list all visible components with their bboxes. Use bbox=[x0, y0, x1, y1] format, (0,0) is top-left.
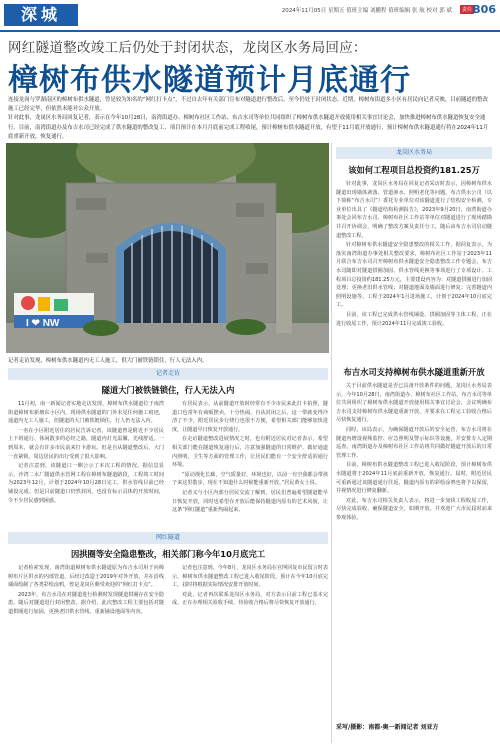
section-body bbox=[8, 564, 328, 742]
body-paragraph: 记者又与小区内部分居民交流了解到，居民们普遍希望隧道能早日恢复开放，同时也希望在开放后能保持隧道内原有的艺术风貌，让这条“网红隧道”重新热闹起来。 bbox=[172, 489, 328, 514]
header-rule bbox=[0, 30, 500, 32]
section-title: 因拱圈等安全隐患整改，相关部门称今年10月底完工 bbox=[70, 549, 266, 559]
section-body bbox=[8, 400, 328, 528]
ribbon-label: 网红隧道 bbox=[155, 534, 180, 541]
body-paragraph: 针对此事，龙岗区水务局在回复记者采访时表示，因樟树布供水隧道出现墙体剥落、管道渗水、照明老化等问题，布吉供水公司（以下简称“布吉水司”）委托专业单位对该隧道进行了结构安全检测，专业单位出具了《隧道结构检测报告》，2023年9月20日，南湾街道办事处会同布吉水司、樟树布社区工作站等单位对隧道进行了现场踏勘并召开协调会，明确了整改方案及责任分工，随后由布吉水司启动隧道整改工程。 bbox=[336, 181, 492, 239]
byline: 采写/摄影：南都·奥一新闻记者 刘亚方 bbox=[336, 724, 439, 731]
section-ribbon bbox=[336, 147, 492, 159]
body-paragraph: 目前，该工程已完成供水管线铺设、拱圈加固等主体工程，正在进行收尾工作，预计2024年11月完成竣工验收。 bbox=[336, 311, 492, 327]
body-paragraph: 11月初，南一新闻记者实地走访发现，樟树布供水隧道位于南湾街道樟树布新塘东小区内，现场供水隧道的门外未见任何施工痕迹，通道内无工人施工，但隧道的大门被铁链锁住，行人仍无法入内。 bbox=[8, 401, 164, 425]
page-header bbox=[0, 0, 500, 30]
body-paragraph: 有居民表示，从前隧道开放时经常有不少市民来此打卡拍照，隧道口也常年有商贩摆卖，十分热闹。自从封闭之后，这一带就变得冷清了不少，附近居民步行绕行也很不方便，希望相关部门能够加快进度，让隧道早日恢复开放通行。 bbox=[172, 401, 328, 433]
article-lead bbox=[8, 96, 492, 142]
section-ribbon bbox=[8, 368, 328, 380]
body-paragraph: 目前，樟树布供水隧道整改工程已进入收尾阶段，预计樟树布供水隧道将于2024年11月底前重新开放，恢复通行。届时，附近居民可重新通过该隧道通行往返，隧道内原有的彩绘涂鸦也将予以保留，并视情况进行修复翻新。 bbox=[336, 462, 492, 495]
section-body bbox=[336, 382, 492, 718]
article-subhead: 网红隧道整改竣工后仍处于封闭状态，龙岗区水务局回应： bbox=[8, 40, 367, 56]
photo-sign-text: I ❤ NW bbox=[26, 318, 60, 329]
body-paragraph: 对此，布吉水司相关负责人表示，将进一步加快工程收尾工作，尽快完成验收，确保隧道安全、如期开放，并欢迎广大市民届时前来参观体验。 bbox=[336, 497, 492, 521]
body-paragraph: 一名在小区附近居住的居民告诉记者，该隧道曾是附近不少居民上下班通行、休闲散步的必经之路，隧道内灯光温馨，光线舒适。一到周末，就会有许多市民前来打卡游玩。但是自从隧道整改后，大门一直紧锁，周边居民的出行受到了很大影响。 bbox=[8, 427, 164, 460]
section-title: 该如何工程项目总投资约181.25万 bbox=[348, 165, 480, 175]
article-headline: 樟树布供水隧道预计月底通行 bbox=[8, 63, 411, 98]
photo-caption: 记者走访发现，樟树布供水隧道内无工人施工，供大门被铁链锁住，行人无法入内。 bbox=[8, 358, 208, 364]
lead-paragraph: 连接龙岗与罗湖南区的樟树布供水隧道，曾是较为知名的“网红打卡点”，不过自去年有关部门宣布对隧道进行整改后，至今仍处于封闭状态。近期，樟树布街道多小区有居民向记者反映，目前隧道的整改施工已经完毕，但依然未能对公众开放。 bbox=[8, 97, 488, 113]
body-paragraph: 记者注意到，该隧道口一侧公示了本次工程的情况。据信息显示，沙湾二水厂隧道供水管网工程在樟树布隧道路段，工程竣工时间为2023年12月，计划于2024年10月28日完工，供水管线目前已经铺设完成。但是目前隧道口仍然封闭，也没有标示具体的开放时间，令不少居民感到困惑。 bbox=[8, 463, 164, 504]
body-paragraph: 针对樟树布供水隧道安全隐患整改的相关工作，据回复表示，为落实南湾街道办事处相关整改要求，樟树布社区工作站于2023年11月联合布吉水司召开樟树布供水隧道安全隐患整改工作专题会，布吉水司随即对隧道拱圈加固、供水管线更换等事项进行了专项设计。工程项目总投资约181.25万元，主要建设内容为：对隧道拱圈进行加固处理；更换老旧供水管线；对隧道地面及墙面进行修复；完善隧道内照明设施等。工程于2024年1月进场施工，计划于2024年10月底完工。 bbox=[336, 242, 492, 309]
ribbon-label: 记者走访 bbox=[155, 370, 180, 377]
section-label: 深城 bbox=[4, 4, 78, 26]
column-divider bbox=[331, 143, 332, 743]
editor-tag: 责任 bbox=[461, 7, 472, 13]
body-paragraph: 在走访隧道整改进展情况之时，也有附近居民对记者表示，希望相关部门能在隧道恢复通行后，注意加强隧道的日常维护，做好通道内照明、卫生等方面的管理工作，让居民们能有一个安全舒适的通行环境。 bbox=[172, 436, 328, 469]
tunnel-photo bbox=[6, 143, 329, 353]
body-paragraph: 对此，记者再次联系龙岗区水务局，对方表示目前工程已基本完成，正在办理相关验收手续，待验收合格后将尽快恢复开放通行。 bbox=[172, 591, 328, 607]
section-ribbon bbox=[8, 532, 328, 544]
lead-paragraph: 针对此事，龙岗区水务局回复记者，表示在今年10月28日，南湾街道办、樟树布社区工作站、布吉水司等单位共同组织了樟树布供水隧道开放使用相关事宜讨论会，加快推进樟树布供水隧道恢复安全通行。目前，南湾街道办及布吉水司已经完成了供水隧道的整改复工，项目预计在本月月底前完成工程收尾，预计樟树布供水隧道开放，有望于11月底开放通行，预计樟树布供水隧道通行将在2024年11月底重新开放，恢复通行。 bbox=[8, 115, 489, 140]
body-paragraph: 关于目前供水隧道是否已具备开放条件的问题，龙岗区水务局表示，今年10月28日，南湾街道办、樟树布社区工作站、布吉水司等单位共同组织了樟树布供水隧道开放使用相关事宜讨论会，会议明确布吉水司支持樟树布供水隧道重新开放，并要求在工程完工验收合格后尽快恢复通行。 bbox=[336, 383, 492, 424]
page-number: B06 bbox=[472, 3, 496, 16]
body-paragraph: 同时，该局表示，为确保隧道开放后的安全运营，布吉水司将在隧道内增设视频监控、应急照明及警示标识等设施，并安排专人定期巡查。南湾街道办及樟树布社区工作站将共同做好隧道开放后的日常管理工作。 bbox=[336, 426, 492, 459]
body-paragraph: 2023年，布吉水司在对隧道进行检测时发现隧道拱圈存在安全隐患，随后对隧道进行封闭整改。据介绍，此次整改工程主要包括对隧道拱圈进行加固、更换老旧供水管线、重新铺设地面等内容。 bbox=[8, 591, 164, 615]
section-title: 隧道大门被铁链锁住，行人无法入内 bbox=[101, 385, 235, 395]
body-paragraph: 记者检索发现，南湾街道樟树布供水隧道原为布吉水司用于向樟树布片区供水的内部管道，后经过改造于2019年对外开放，并在沿线墙面绘制了各类彩绘涂鸦，曾是龙岗区颇受欢迎的“网红打卡点”。 bbox=[8, 565, 164, 589]
issue-meta: 2024年11月05日 星期五 值班主编 刘鹏程 值班编辑 张 航 校对 郭 斌 bbox=[281, 8, 452, 14]
ribbon-label: 龙岗区水务局 bbox=[395, 149, 432, 156]
body-paragraph: 记者也注意到，今年8月，龙岗区水务局在官网回复市民留言时表示，樟树布供水隧道整改工程已进入收尾阶段，预计在今年10月底完工，届时将根据实际情况安排开放时间。 bbox=[172, 565, 328, 589]
section-body bbox=[336, 180, 492, 360]
body-paragraph: “原动漫化长廊，空气质量好，环境也好，以前一有空我都会带孩子来这里散步，现在不知道什么时候能重新开放。”居民黄女士说。 bbox=[172, 471, 328, 487]
section-title: 布吉水司支持樟树布供水隧道重新开放 bbox=[343, 367, 485, 377]
